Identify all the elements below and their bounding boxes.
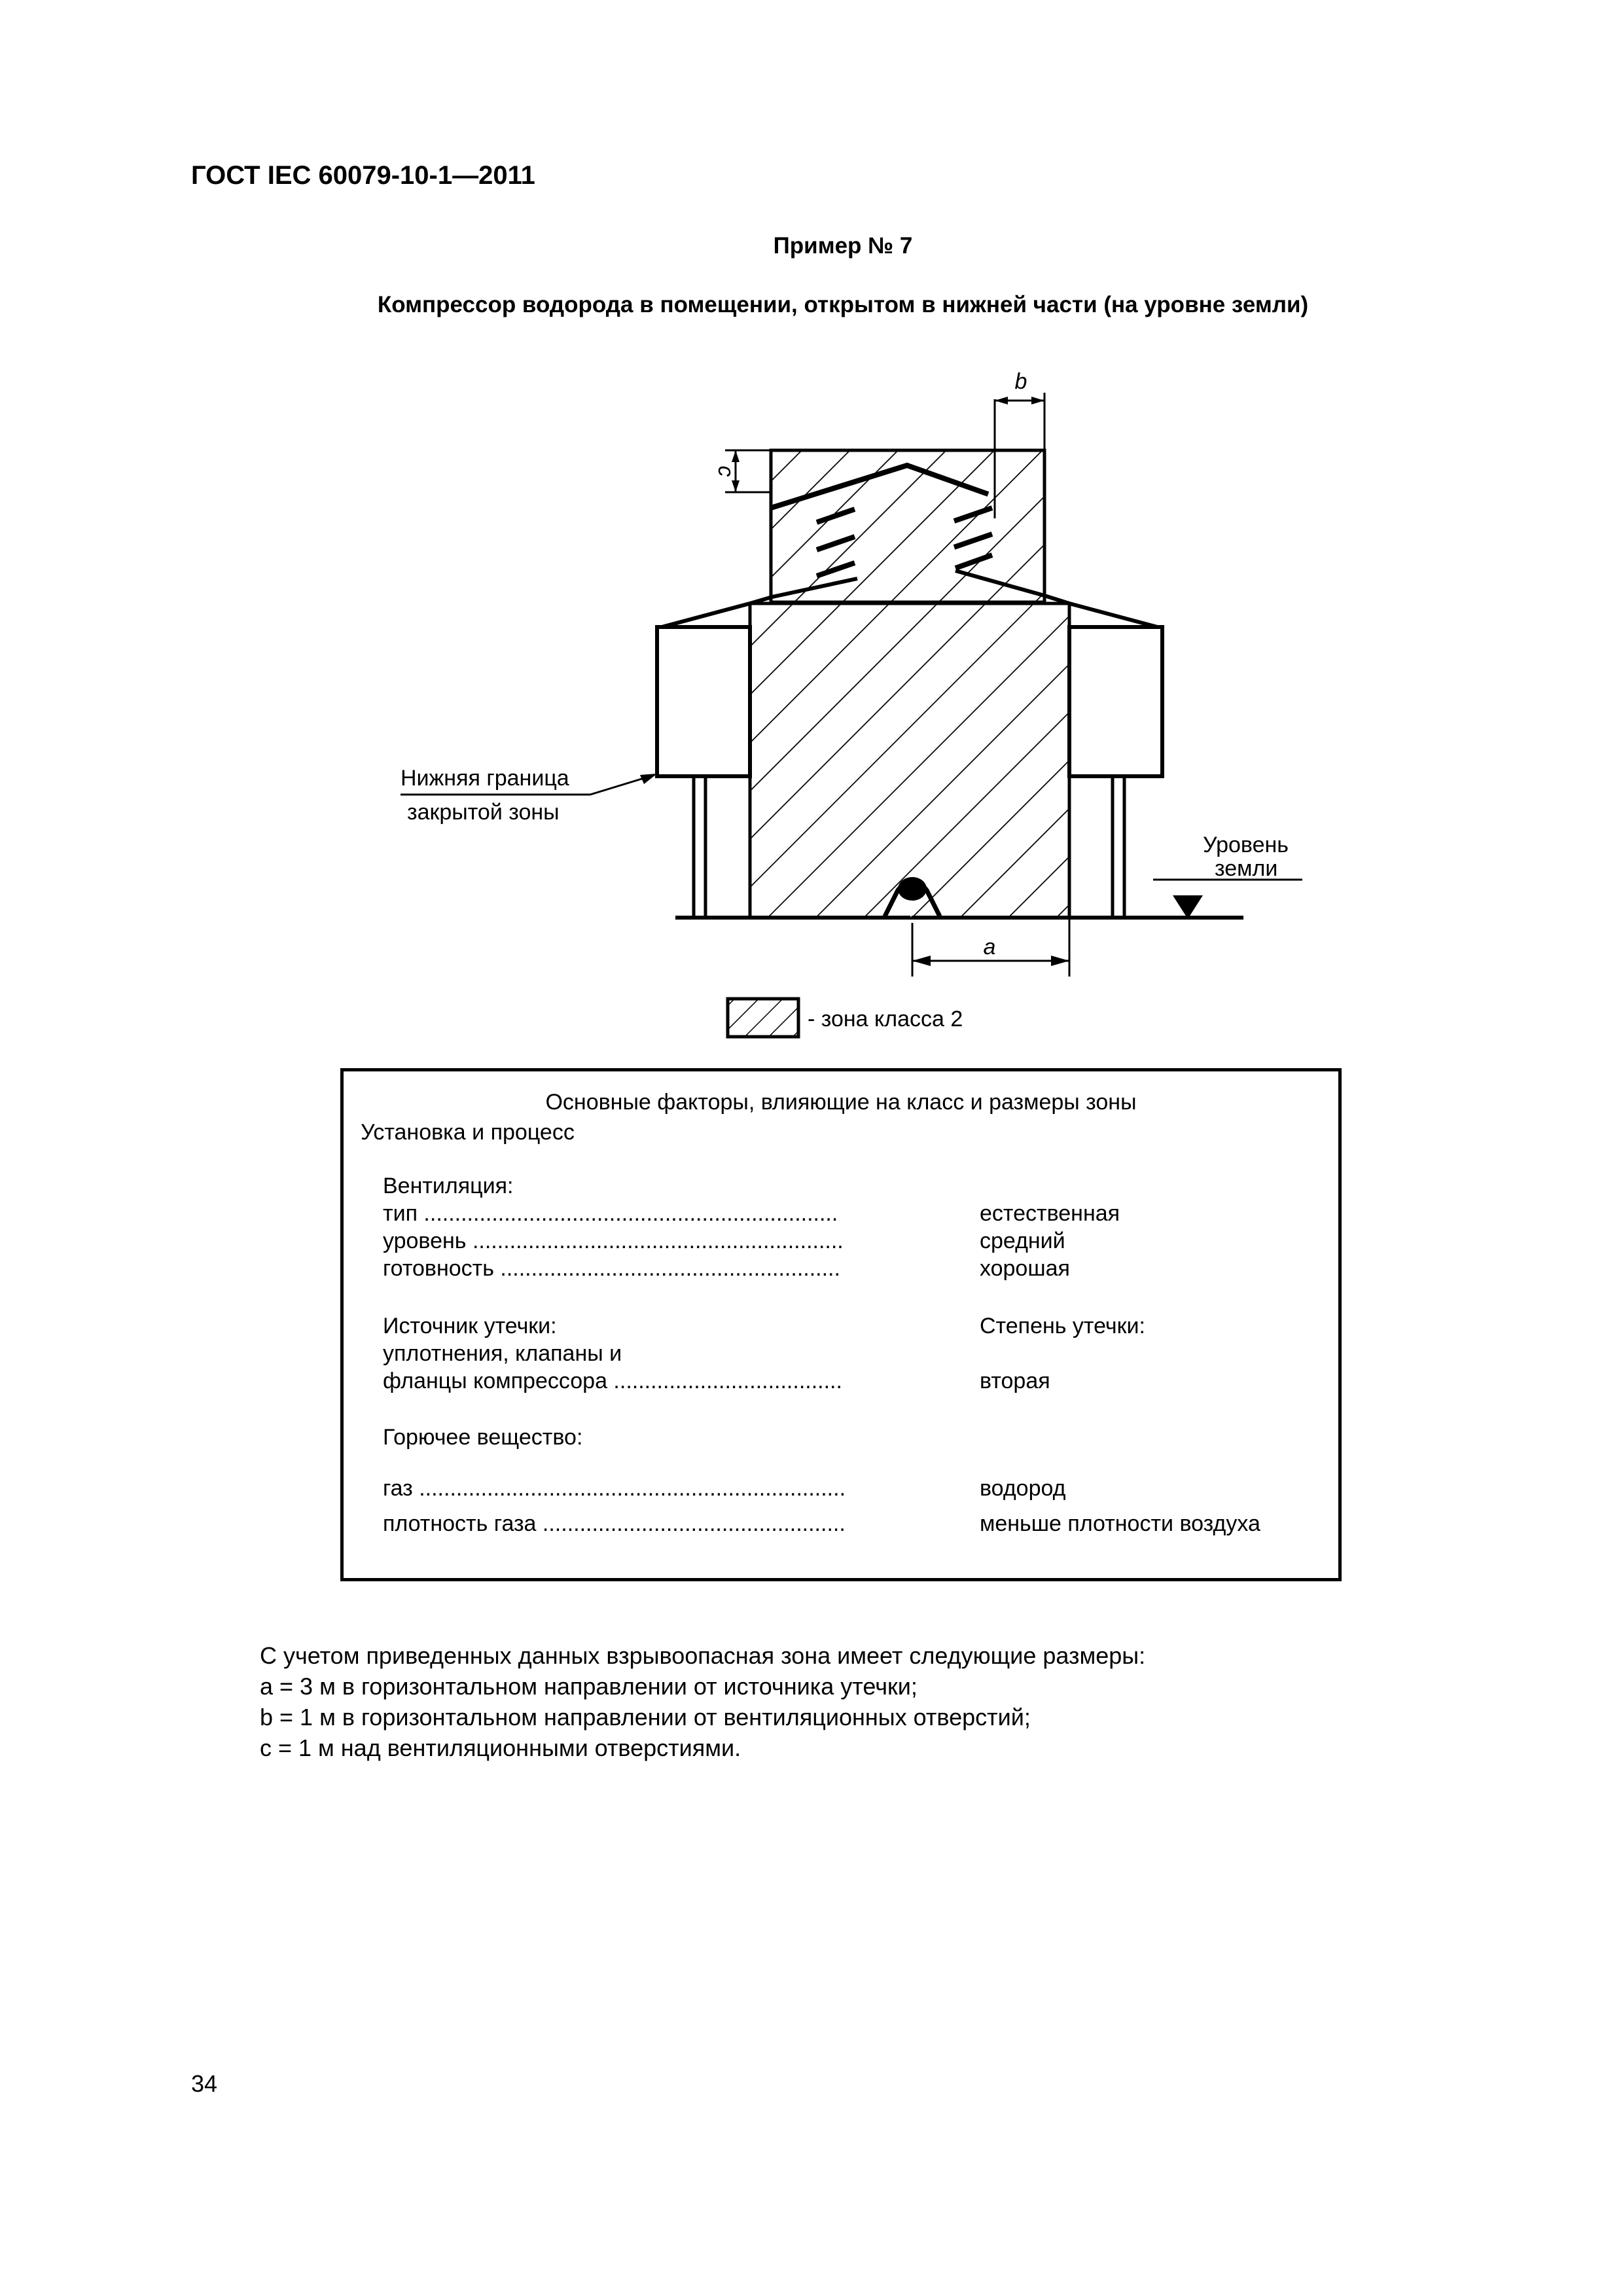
- document-header: ГОСТ IEC 60079-10-1—2011: [191, 161, 535, 190]
- table-section: Установка и процесс: [361, 1120, 575, 1145]
- example-title: Пример № 7: [773, 233, 913, 259]
- source-line-1: уплотнения, клапаны и: [383, 1341, 622, 1366]
- lower-boundary-label-1: Нижняя граница: [401, 766, 569, 791]
- source-degree-value: вторая: [980, 1369, 1050, 1393]
- main-zone: [750, 603, 1069, 918]
- ventilation-availability-value: хорошая: [980, 1256, 1070, 1281]
- ventilation-availability-label: готовность .......................................................: [383, 1256, 840, 1281]
- ventilation-heading: Вентиляция:: [383, 1174, 514, 1198]
- source-line-2: фланцы компрессора .....................................: [383, 1369, 842, 1393]
- source-heading: Источник утечки:: [383, 1314, 557, 1338]
- ventilation-level-value: средний: [980, 1229, 1065, 1253]
- ground-level-label-1: Уровень: [1203, 833, 1289, 857]
- legend-label: - зона класса 2: [808, 1007, 963, 1031]
- ventilation-level-label: уровень ............................................................: [383, 1229, 844, 1253]
- conclusion-a: a = 3 м в горизонтальном направлении от источника утечки;: [260, 1673, 918, 1700]
- conclusion-intro: С учетом приведенных данных взрывоопасная зона имеет следующие размеры:: [260, 1642, 1146, 1669]
- page-number: 34: [191, 2070, 218, 2097]
- figure-caption: Компрессор водорода в помещении, открытом в нижней части (на уровне земли): [377, 292, 1309, 317]
- dimension-b-label: b: [1014, 369, 1027, 394]
- factors-table: [340, 1068, 1342, 1581]
- dimension-a-label: a: [983, 935, 996, 960]
- conclusion-text: [260, 1640, 1145, 1763]
- upper-zone: [771, 450, 1044, 602]
- right-enclosure: [1069, 627, 1162, 776]
- ventilation-type-label: тип ...................................................................: [383, 1201, 838, 1226]
- left-enclosure: [657, 627, 750, 776]
- degree-heading: Степень утечки:: [980, 1314, 1145, 1338]
- substance-heading: Горючее вещество:: [383, 1425, 583, 1450]
- legend-swatch: [728, 999, 798, 1037]
- ground-level-label-2: земли: [1215, 856, 1278, 881]
- dimension-c-label: c: [713, 465, 738, 477]
- gas-density-label: плотность газа .................................................: [383, 1511, 846, 1536]
- hazard-zone-diagram: [0, 0, 1623, 1060]
- gas-value: водород: [980, 1476, 1066, 1501]
- gas-label: газ .....................................................................: [383, 1476, 846, 1501]
- conclusion-c: c = 1 м над вентиляционными отверстиями.: [260, 1734, 741, 1761]
- lower-boundary-label-2: закрытой зоны: [407, 800, 560, 825]
- gas-density-value: меньше плотности воздуха: [980, 1511, 1260, 1536]
- ventilation-type-value: естественная: [980, 1201, 1120, 1226]
- ground-level-symbol: [1173, 895, 1203, 919]
- table-title: Основные факторы, влияющие на класс и размеры зоны: [545, 1090, 1137, 1115]
- conclusion-b: b = 1 м в горизонтальном направлении от вентиляционных отверстий;: [260, 1704, 1031, 1731]
